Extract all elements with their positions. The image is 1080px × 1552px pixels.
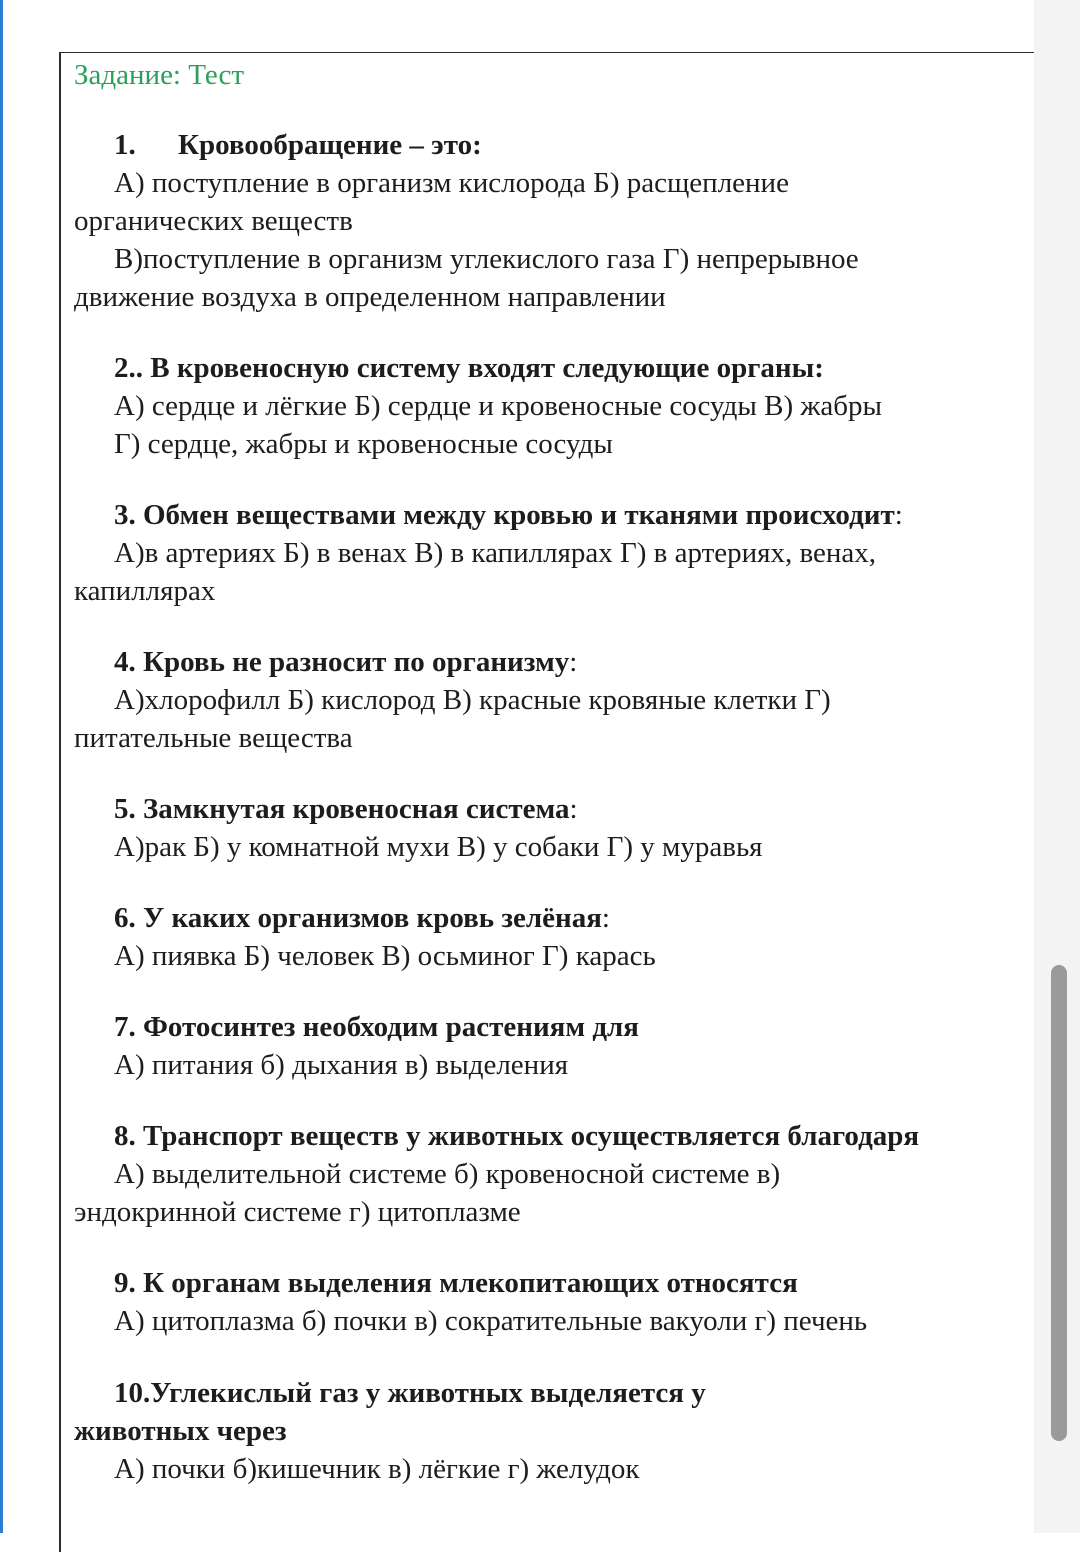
- answer-line: капиллярах: [74, 575, 216, 607]
- answer-line: А) питания б) дыхания в) выделения: [114, 1049, 569, 1081]
- question-4: [74, 643, 1034, 757]
- answer-line: движение воздуха в определенном направлении: [74, 281, 666, 313]
- answer-line: А) почки б)кишечник в) лёгкие г) желудок: [114, 1453, 640, 1485]
- question-title: 7. Фотосинтез необходим растениям для: [114, 1011, 639, 1043]
- question-colon: :: [894, 499, 903, 531]
- question-1: [74, 126, 1034, 316]
- question-title: 8. Транспорт веществ у животных осуществляется благодаря: [114, 1120, 920, 1152]
- question-title: 4. Кровь не разносит по организму: [114, 646, 570, 678]
- answer-line: А) выделительной системе б) кровеносной системе в): [114, 1158, 781, 1190]
- question-2: [74, 349, 1034, 463]
- answer-line: В)поступление в организм углекислого газа Г) непрерывное: [114, 243, 859, 275]
- answer-line: А)рак Б) у комнатной мухи В) у собаки Г) у муравья: [114, 831, 763, 863]
- question-8: [74, 1117, 1034, 1231]
- question-title: 2.. В кровеносную систему входят следующие органы:: [114, 352, 824, 384]
- answer-line: А) поступление в организм кислорода Б) расщепление: [114, 167, 789, 199]
- question-9: [74, 1264, 1034, 1340]
- answer-line: А) цитоплазма б) почки в) сократительные вакуоли г) печень: [114, 1305, 868, 1337]
- question-title: 5. Замкнутая кровеносная система: [114, 793, 570, 825]
- scrollbar-thumb[interactable]: [1051, 965, 1067, 1441]
- answer-line: эндокринной системе г) цитоплазме: [74, 1196, 521, 1228]
- question-title: 6. У каких организмов кровь зелёная: [114, 902, 602, 934]
- question-5: [74, 790, 1034, 866]
- question-colon: :: [569, 646, 578, 678]
- question-title: Кровообращение – это:: [178, 129, 482, 161]
- task-header: Задание: Тест: [74, 59, 244, 91]
- question-colon: :: [569, 793, 578, 825]
- question-10: [74, 1374, 1034, 1488]
- left-accent-bar: [0, 0, 3, 1533]
- answer-line: А) сердце и лёгкие Б) сердце и кровеносные сосуды В) жабры: [114, 390, 883, 422]
- question-title-continued: животных через: [74, 1415, 287, 1447]
- question-colon: :: [601, 902, 610, 934]
- answer-line: Г) сердце, жабры и кровеносные сосуды: [114, 428, 613, 460]
- question-number: 1.: [114, 129, 136, 161]
- question-3: [74, 496, 1034, 610]
- question-6: [74, 899, 1034, 975]
- question-title: 9. К органам выделения млекопитающих относятся: [114, 1267, 798, 1299]
- question-title: 3. Обмен веществами между кровью и тканями происходит: [114, 499, 895, 531]
- answer-line: питательные вещества: [74, 722, 353, 754]
- question-title: 10.Углекислый газ у животных выделяется у: [114, 1377, 706, 1409]
- answer-line: органических веществ: [74, 205, 353, 237]
- answer-line: А) пиявка Б) человек В) осьминог Г) карась: [114, 940, 656, 972]
- answer-line: А)в артериях Б) в венах В) в капиллярах Г) в артериях, венах,: [114, 537, 877, 569]
- question-7: [74, 1008, 1034, 1084]
- answer-line: А)хлорофилл Б) кислород В) красные кровяные клетки Г): [114, 684, 831, 716]
